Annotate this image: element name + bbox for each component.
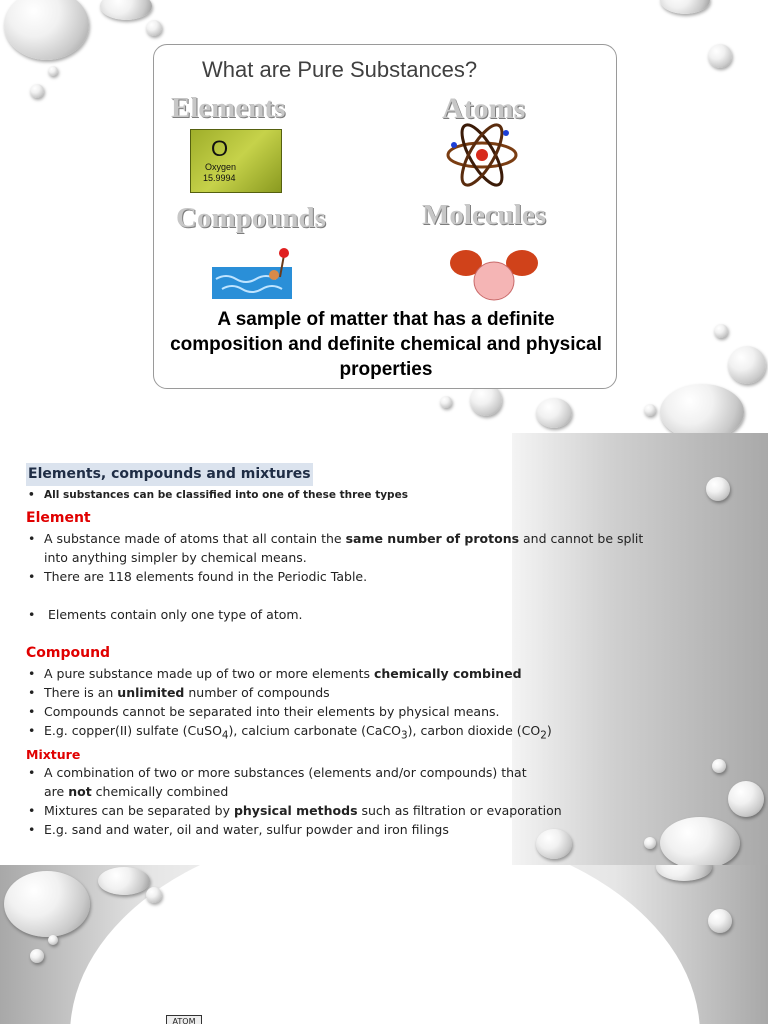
water-drop-icon [660,0,710,14]
list-item: • A combination of two or more substances (elements and/or compounds) that [26,763,666,782]
water-drop-icon [708,909,732,933]
water-drop-icon [4,0,89,60]
water-drop-icon [98,867,150,895]
molecule-icon [448,247,540,303]
water-drop-icon [712,759,726,773]
water-drop-icon [644,837,656,849]
element-heading: Element [26,510,91,526]
water-drop-icon [714,324,728,338]
water-drop-icon [728,781,764,817]
water-drop-icon [30,949,44,963]
slide-title: Elements, compounds and mixtures [26,463,313,486]
oxygen-mass: 15.9994 [203,173,236,183]
oxygen-name: Oxygen [205,162,237,172]
pure-substance-definition: A sample of matter that has a definite composition and definite chemical and physical properties [170,309,602,380]
water-drop-icon [4,871,90,937]
water-drop-icon [644,404,656,416]
mixture-heading: Mixture [26,746,81,762]
list-item: • There is an unlimited number of compounds [26,683,666,702]
list-item: • A substance made of atoms that all contain the same number of protons and cannot be split [26,529,666,548]
list-item-continuation: are not chemically combined [44,783,229,799]
water-drop-icon [708,44,732,68]
atom-label: ATOM [172,1017,196,1024]
intro-bullet: • All substances can be classified into one of these three types [26,486,666,505]
water-drop-icon [706,477,730,501]
word-molecules: Molecules [422,199,547,231]
slide-body [26,463,666,839]
list-item: • A pure substance made up of two or more elements chemically combined [26,664,666,683]
pure-substances-card [153,44,617,389]
water-drop-icon [660,817,740,865]
slide-elements-compounds-mixtures [0,433,768,865]
swimmer-image [212,247,292,299]
list-item: • Elements contain only one type of atom. [26,605,666,624]
water-drop-icon [146,887,162,903]
water-drop-icon [48,935,58,945]
slide-title: What are Pure Substances? [202,57,478,82]
water-drop-icon [440,396,452,408]
atom-label-box [166,1015,202,1024]
word-atoms: Atoms [442,92,526,125]
list-item-continuation: into anything simpler by chemical means. [44,550,307,565]
word-elements: Elements [171,92,286,124]
list-item: • E.g. sand and water, oil and water, sulfur powder and iron filings [26,820,666,839]
oxygen-symbol: O [211,136,229,161]
compound-heading: Compound [26,645,111,661]
list-item: • Compounds cannot be separated into their elements by physical means. [26,702,666,721]
list-item: • There are 118 elements found in the Periodic Table. [26,567,666,586]
oxygen-tile-image [190,129,282,193]
list-item: • E.g. copper(II) sulfate (CuSO$_4$), calcium carbonate (CaCO$_3$), carbon dioxide $(CO_2)$ [26,721,666,746]
slide-white-circle [70,865,700,1024]
water-drop-icon [728,346,766,384]
word-compounds: Compounds [176,202,326,234]
water-drop-icon [146,20,162,36]
list-item: • Mixtures can be separated by physical methods such as filtration or evaporation [26,801,666,820]
slide-atom [0,865,768,1024]
slide-pure-substances [0,0,768,433]
water-drop-icon [48,66,58,76]
water-drop-icon [100,0,152,20]
atom-icon [446,115,518,193]
water-drop-icon [30,84,44,98]
water-drop-icon [536,398,572,428]
water-drop-icon [660,384,744,433]
